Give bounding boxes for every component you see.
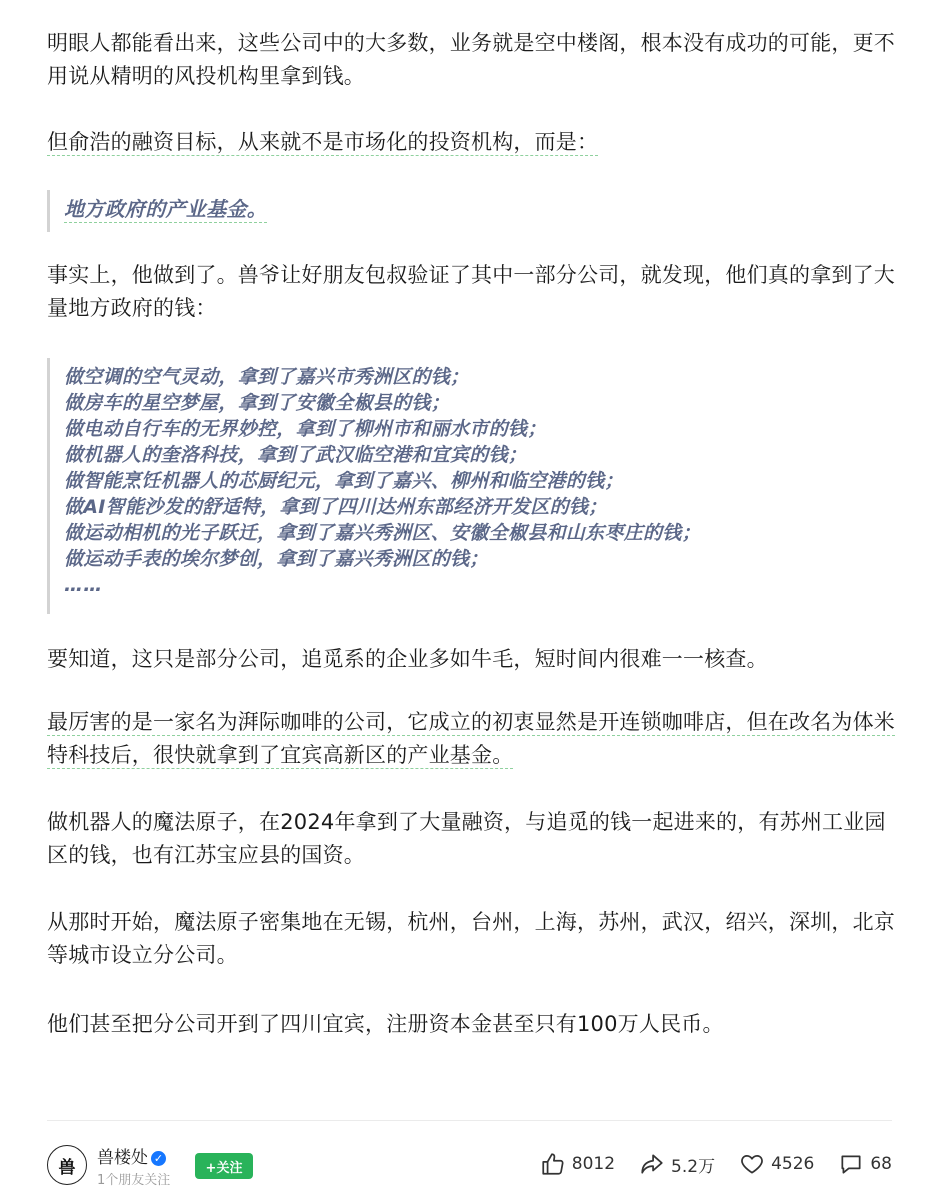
paragraph-7: 从那时开始，魔法原子密集地在无锡，杭州，台州，上海，苏州，武汉，绍兴，深圳，北京等城市设立分公司。 xyxy=(47,910,895,967)
engagement-actions xyxy=(516,1151,892,1177)
share-button[interactable] xyxy=(639,1151,715,1177)
paragraph-4: 要知道，这只是部分公司，追觅系的企业多如牛毛，短时间内很难一一核查。 xyxy=(47,647,768,671)
paragraph-2-text: 但俞浩的融资目标，从来就不是市场化的投资机构，而是： xyxy=(47,130,599,154)
paragraph-2 xyxy=(47,126,897,159)
share-arrow-icon xyxy=(639,1151,665,1177)
quote-line: 做运动手表的埃尔梦创，拿到了嘉兴秀洲区的钱； xyxy=(64,548,489,570)
thumbs-up-icon xyxy=(540,1151,566,1177)
quote-line: 做智能烹饪机器人的芯厨纪元，拿到了嘉兴、柳州和临空港的钱； xyxy=(64,470,624,492)
follow-button-label: +关注 xyxy=(205,1160,243,1176)
blockquote-1-text: 地方政府的产业基金。 xyxy=(64,197,267,221)
author-name-text: 兽楼处 xyxy=(97,1148,148,1168)
favorite-count: 4526 xyxy=(771,1154,815,1174)
avatar-text: 兽 xyxy=(58,1157,76,1178)
comment-count: 68 xyxy=(870,1154,892,1174)
verified-badge-icon: ✓ xyxy=(151,1151,166,1166)
friends-following-text: 1个朋友关注 xyxy=(97,1173,171,1188)
like-button[interactable] xyxy=(540,1151,615,1177)
paragraph-1: 明眼人都能看出来，这些公司中的大多数，业务就是空中楼阁，根本没有成功的可能，更不用说从精明的风投机构里拿到钱。 xyxy=(47,31,895,88)
comment-bubble-icon xyxy=(838,1151,864,1177)
follow-button[interactable] xyxy=(195,1153,253,1179)
avatar[interactable] xyxy=(47,1145,87,1185)
paragraph-5-text: 最厉害的是一家名为湃际咖啡的公司，它成立的初衷显然是开连锁咖啡店，但在改名为体米特科技后，很快就拿到了宜宾高新区的产业基金。 xyxy=(47,710,895,767)
like-count: 8012 xyxy=(571,1154,616,1174)
comment-button[interactable] xyxy=(838,1151,892,1177)
heart-icon xyxy=(739,1151,765,1177)
paragraph-3: 事实上，他做到了。兽爷让好朋友包叔验证了其中一部分公司，就发现，他们真的拿到了大量地方政府的钱： xyxy=(47,263,895,320)
quote-line: 做机器人的奎洛科技，拿到了武汉临空港和宜宾的钱； xyxy=(64,444,528,466)
share-count: 5.2万 xyxy=(671,1156,716,1177)
quote-line: 做运动相机的光子跃迁，拿到了嘉兴秀洲区、安徽全椒县和山东枣庄的钱； xyxy=(64,522,701,544)
quote-line: …… xyxy=(64,574,103,596)
favorite-button[interactable] xyxy=(739,1151,814,1177)
paragraph-6: 做机器人的魔法原子，在2024年拿到了大量融资，与追觅的钱一起进来的，有苏州工业园区的钱，也有江苏宝应县的国资。 xyxy=(47,810,886,867)
article-footer-bar xyxy=(47,1120,892,1201)
author-name[interactable] xyxy=(97,1143,166,1168)
quote-line: 做AI智能沙发的舒适特，拿到了四川达州东部经济开发区的钱； xyxy=(64,496,608,518)
blockquote-1 xyxy=(47,190,894,232)
paragraph-8: 他们甚至把分公司开到了四川宜宾，注册资本金甚至只有100万人民币。 xyxy=(47,1012,724,1036)
quote-line: 做空调的空气灵动，拿到了嘉兴市秀洲区的钱； xyxy=(64,366,470,388)
quote-line: 做电动自行车的无界妙控，拿到了柳州市和丽水市的钱； xyxy=(64,418,547,440)
quote-line: 做房车的星空梦屋，拿到了安徽全椒县的钱； xyxy=(64,392,451,414)
paragraph-5 xyxy=(47,706,897,772)
blockquote-2 xyxy=(47,358,894,614)
